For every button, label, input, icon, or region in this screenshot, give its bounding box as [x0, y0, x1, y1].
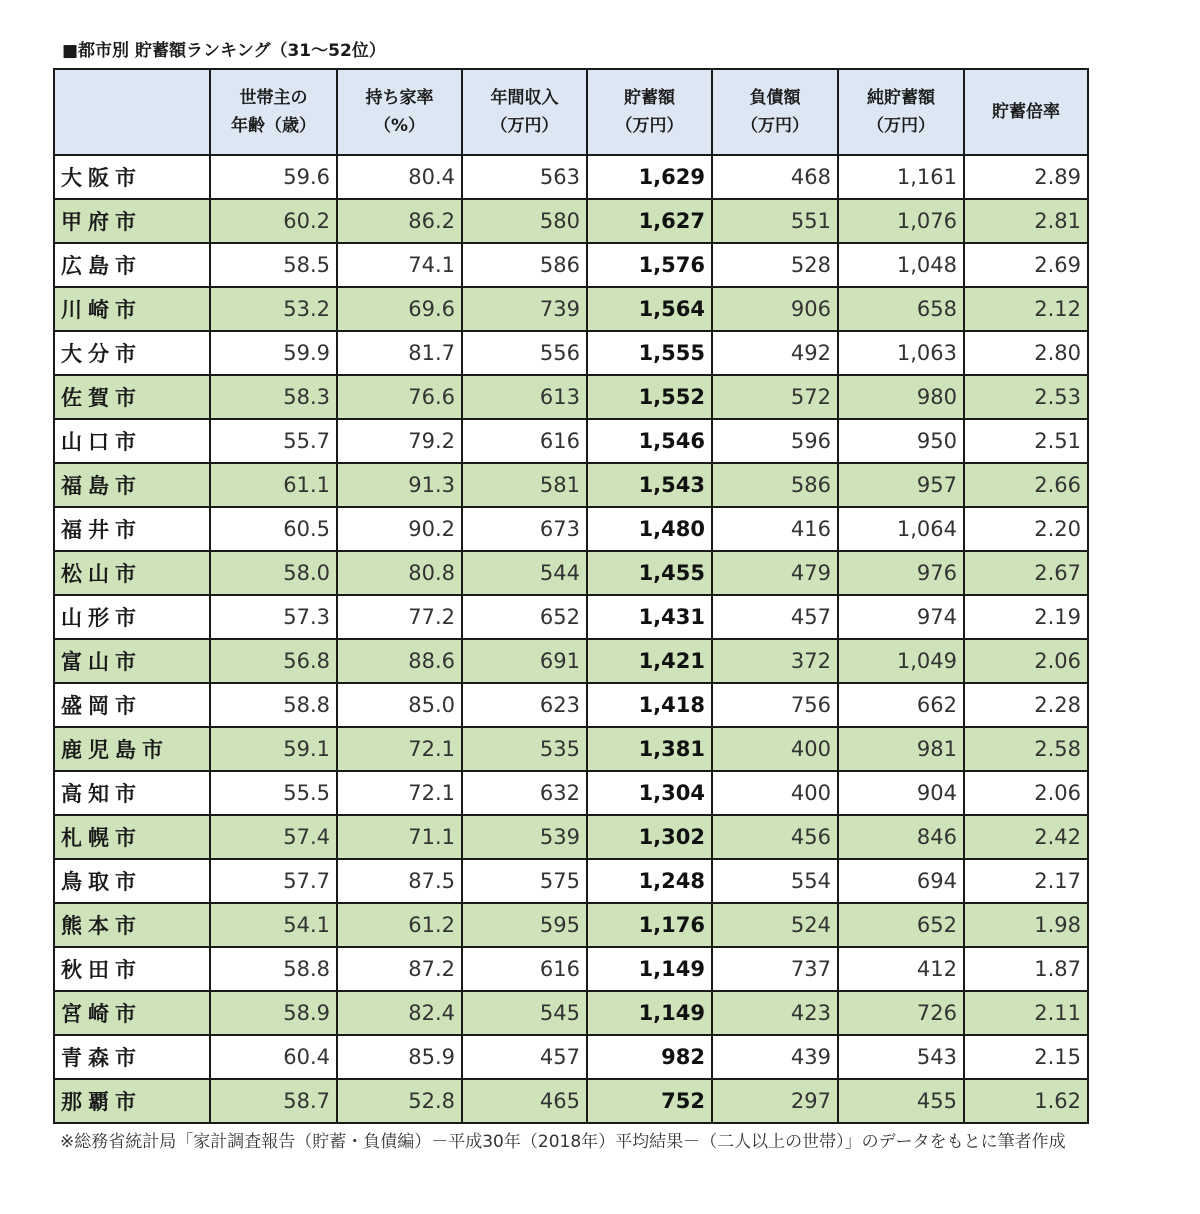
cell-net: 980 [838, 375, 964, 419]
cell-age: 59.1 [210, 727, 337, 771]
cell-income: 613 [462, 375, 587, 419]
source-note: ※総務省統計局「家計調査報告（貯蓄・負債編）－平成30年（2018年）平均結果－（二人以上の世帯）」のデータをもとに筆者作成 [60, 1132, 1066, 1152]
cell-net: 662 [838, 683, 964, 727]
cell-net: 658 [838, 287, 964, 331]
cell-income: 580 [462, 199, 587, 243]
cell-home: 91.3 [337, 463, 462, 507]
header-text: 持ち家率 [365, 88, 434, 108]
table-row [54, 727, 1088, 771]
cell-income: 595 [462, 903, 587, 947]
cell-income: 581 [462, 463, 587, 507]
cell-debt: 586 [712, 463, 838, 507]
cell-home: 72.1 [337, 727, 462, 771]
cell-debt: 439 [712, 1035, 838, 1079]
header-text: （万円） [615, 116, 684, 136]
cell-home: 88.6 [337, 639, 462, 683]
header-cell-savings [587, 69, 712, 155]
cell-savings: 1,418 [587, 683, 712, 727]
cell-income: 616 [462, 419, 587, 463]
cell-income: 652 [462, 595, 587, 639]
cell-savings: 1,564 [587, 287, 712, 331]
cell-ratio: 2.12 [964, 287, 1088, 331]
header-text: 年間収入 [490, 88, 559, 108]
cell-age: 58.9 [210, 991, 337, 1035]
header-text: 負債額 [749, 88, 801, 108]
header-cell-home-ownership [337, 69, 462, 155]
cell-net: 981 [838, 727, 964, 771]
cell-savings: 1,302 [587, 815, 712, 859]
cell-home: 87.5 [337, 859, 462, 903]
table-row [54, 551, 1088, 595]
cell-net: 1,049 [838, 639, 964, 683]
cell-city: 秋田市 [54, 947, 210, 991]
cell-city: 大分市 [54, 331, 210, 375]
cell-ratio: 2.81 [964, 199, 1088, 243]
cell-age: 60.2 [210, 199, 337, 243]
cell-ratio: 2.51 [964, 419, 1088, 463]
cell-home: 72.1 [337, 771, 462, 815]
header-text: （万円） [867, 116, 935, 136]
cell-ratio: 2.66 [964, 463, 1088, 507]
cell-home: 61.2 [337, 903, 462, 947]
cell-age: 57.3 [210, 595, 337, 639]
table-row [54, 507, 1088, 551]
cell-city: 鹿児島市 [54, 727, 210, 771]
cell-savings: 1,552 [587, 375, 712, 419]
cell-income: 616 [462, 947, 587, 991]
table-row [54, 375, 1088, 419]
cell-ratio: 2.80 [964, 331, 1088, 375]
cell-city: 川崎市 [54, 287, 210, 331]
cell-ratio: 2.20 [964, 507, 1088, 551]
cell-ratio: 2.69 [964, 243, 1088, 287]
cell-savings: 1,455 [587, 551, 712, 595]
cell-net: 974 [838, 595, 964, 639]
cell-age: 58.0 [210, 551, 337, 595]
cell-age: 61.1 [210, 463, 337, 507]
cell-ratio: 2.15 [964, 1035, 1088, 1079]
cell-net: 1,161 [838, 155, 964, 199]
cell-ratio: 2.06 [964, 771, 1088, 815]
cell-city: 札幌市 [54, 815, 210, 859]
table-row [54, 903, 1088, 947]
cell-debt: 551 [712, 199, 838, 243]
ranking-table [53, 68, 1089, 1124]
cell-net: 694 [838, 859, 964, 903]
cell-debt: 400 [712, 727, 838, 771]
table-row [54, 639, 1088, 683]
cell-home: 74.1 [337, 243, 462, 287]
cell-savings: 1,576 [587, 243, 712, 287]
cell-city: 宮崎市 [54, 991, 210, 1035]
header-text: 年齢（歳） [231, 116, 316, 136]
table-row [54, 331, 1088, 375]
cell-net: 652 [838, 903, 964, 947]
cell-net: 904 [838, 771, 964, 815]
table-row [54, 1079, 1088, 1123]
cell-debt: 297 [712, 1079, 838, 1123]
cell-savings: 1,248 [587, 859, 712, 903]
cell-savings: 1,627 [587, 199, 712, 243]
cell-age: 57.7 [210, 859, 337, 903]
table-body [54, 155, 1088, 1123]
cell-city: 福井市 [54, 507, 210, 551]
cell-debt: 400 [712, 771, 838, 815]
cell-income: 623 [462, 683, 587, 727]
cell-city: 高知市 [54, 771, 210, 815]
cell-ratio: 2.89 [964, 155, 1088, 199]
table-row [54, 947, 1088, 991]
cell-age: 59.6 [210, 155, 337, 199]
cell-debt: 554 [712, 859, 838, 903]
cell-net: 412 [838, 947, 964, 991]
cell-age: 60.4 [210, 1035, 337, 1079]
table-row [54, 683, 1088, 727]
cell-ratio: 1.62 [964, 1079, 1088, 1123]
cell-age: 55.5 [210, 771, 337, 815]
cell-ratio: 2.42 [964, 815, 1088, 859]
cell-debt: 737 [712, 947, 838, 991]
table-row [54, 155, 1088, 199]
cell-home: 69.6 [337, 287, 462, 331]
cell-ratio: 2.58 [964, 727, 1088, 771]
cell-home: 52.8 [337, 1079, 462, 1123]
cell-net: 1,076 [838, 199, 964, 243]
cell-savings: 1,304 [587, 771, 712, 815]
cell-income: 556 [462, 331, 587, 375]
cell-ratio: 2.17 [964, 859, 1088, 903]
cell-savings: 1,543 [587, 463, 712, 507]
cell-net: 950 [838, 419, 964, 463]
cell-ratio: 2.06 [964, 639, 1088, 683]
header-text: （万円） [741, 116, 809, 136]
table-row [54, 419, 1088, 463]
table-row [54, 991, 1088, 1035]
cell-savings: 1,176 [587, 903, 712, 947]
cell-income: 544 [462, 551, 587, 595]
cell-debt: 524 [712, 903, 838, 947]
cell-age: 58.5 [210, 243, 337, 287]
cell-income: 545 [462, 991, 587, 1035]
cell-debt: 906 [712, 287, 838, 331]
cell-net: 976 [838, 551, 964, 595]
cell-debt: 756 [712, 683, 838, 727]
cell-savings: 752 [587, 1079, 712, 1123]
cell-home: 76.6 [337, 375, 462, 419]
cell-savings: 1,555 [587, 331, 712, 375]
cell-savings: 982 [587, 1035, 712, 1079]
cell-net: 543 [838, 1035, 964, 1079]
cell-income: 563 [462, 155, 587, 199]
cell-debt: 572 [712, 375, 838, 419]
cell-ratio: 2.11 [964, 991, 1088, 1035]
cell-city: 福島市 [54, 463, 210, 507]
cell-debt: 372 [712, 639, 838, 683]
cell-age: 60.5 [210, 507, 337, 551]
cell-net: 455 [838, 1079, 964, 1123]
cell-net: 957 [838, 463, 964, 507]
cell-income: 465 [462, 1079, 587, 1123]
cell-income: 673 [462, 507, 587, 551]
cell-age: 57.4 [210, 815, 337, 859]
header-text: 世帯主の [239, 88, 308, 108]
cell-savings: 1,629 [587, 155, 712, 199]
cell-ratio: 1.98 [964, 903, 1088, 947]
cell-city: 山口市 [54, 419, 210, 463]
cell-ratio: 2.19 [964, 595, 1088, 639]
cell-age: 58.8 [210, 947, 337, 991]
cell-city: 松山市 [54, 551, 210, 595]
cell-home: 81.7 [337, 331, 462, 375]
header-text: 貯蓄額 [624, 88, 675, 108]
table-row [54, 859, 1088, 903]
cell-age: 59.9 [210, 331, 337, 375]
cell-savings: 1,546 [587, 419, 712, 463]
cell-city: 鳥取市 [54, 859, 210, 903]
cell-debt: 468 [712, 155, 838, 199]
table-row [54, 463, 1088, 507]
cell-income: 457 [462, 1035, 587, 1079]
cell-home: 85.0 [337, 683, 462, 727]
cell-age: 58.3 [210, 375, 337, 419]
header-text: 貯蓄倍率 [992, 102, 1060, 122]
cell-city: 山形市 [54, 595, 210, 639]
header-row [54, 69, 1088, 155]
header-text: 純貯蓄額 [867, 88, 935, 108]
cell-net: 1,063 [838, 331, 964, 375]
cell-ratio: 2.53 [964, 375, 1088, 419]
cell-debt: 423 [712, 991, 838, 1035]
cell-savings: 1,149 [587, 991, 712, 1035]
cell-age: 56.8 [210, 639, 337, 683]
table-row [54, 1035, 1088, 1079]
cell-city: 広島市 [54, 243, 210, 287]
header-cell-savings-ratio [964, 69, 1088, 155]
table-row [54, 595, 1088, 639]
cell-city: 熊本市 [54, 903, 210, 947]
cell-debt: 596 [712, 419, 838, 463]
cell-income: 539 [462, 815, 587, 859]
cell-ratio: 2.28 [964, 683, 1088, 727]
table-row [54, 771, 1088, 815]
cell-age: 58.8 [210, 683, 337, 727]
cell-debt: 479 [712, 551, 838, 595]
cell-savings: 1,421 [587, 639, 712, 683]
cell-age: 58.7 [210, 1079, 337, 1123]
cell-debt: 528 [712, 243, 838, 287]
cell-city: 青森市 [54, 1035, 210, 1079]
table-row [54, 815, 1088, 859]
cell-city: 富山市 [54, 639, 210, 683]
cell-income: 575 [462, 859, 587, 903]
cell-savings: 1,480 [587, 507, 712, 551]
cell-city: 甲府市 [54, 199, 210, 243]
table-row [54, 287, 1088, 331]
cell-debt: 456 [712, 815, 838, 859]
cell-ratio: 2.67 [964, 551, 1088, 595]
cell-city: 大阪市 [54, 155, 210, 199]
cell-home: 82.4 [337, 991, 462, 1035]
header-cell-net-savings [838, 69, 964, 155]
table-title: ■都市別 貯蓄額ランキング（31～52位） [62, 41, 386, 61]
table-row [54, 243, 1088, 287]
cell-savings: 1,431 [587, 595, 712, 639]
header-cell-debt [712, 69, 838, 155]
cell-city: 那覇市 [54, 1079, 210, 1123]
cell-debt: 492 [712, 331, 838, 375]
header-cell-city [54, 69, 210, 155]
cell-home: 71.1 [337, 815, 462, 859]
cell-income: 739 [462, 287, 587, 331]
cell-ratio: 1.87 [964, 947, 1088, 991]
cell-income: 691 [462, 639, 587, 683]
cell-city: 佐賀市 [54, 375, 210, 419]
cell-net: 846 [838, 815, 964, 859]
header-cell-annual-income [462, 69, 587, 155]
cell-net: 726 [838, 991, 964, 1035]
cell-age: 55.7 [210, 419, 337, 463]
cell-age: 53.2 [210, 287, 337, 331]
cell-income: 632 [462, 771, 587, 815]
cell-savings: 1,149 [587, 947, 712, 991]
cell-income: 586 [462, 243, 587, 287]
cell-savings: 1,381 [587, 727, 712, 771]
cell-net: 1,048 [838, 243, 964, 287]
table-row [54, 199, 1088, 243]
cell-city: 盛岡市 [54, 683, 210, 727]
cell-home: 79.2 [337, 419, 462, 463]
cell-debt: 457 [712, 595, 838, 639]
cell-age: 54.1 [210, 903, 337, 947]
cell-net: 1,064 [838, 507, 964, 551]
cell-income: 535 [462, 727, 587, 771]
cell-home: 80.8 [337, 551, 462, 595]
cell-home: 85.9 [337, 1035, 462, 1079]
header-text: （%） [373, 116, 426, 136]
header-text: （万円） [490, 116, 559, 136]
cell-debt: 416 [712, 507, 838, 551]
cell-home: 90.2 [337, 507, 462, 551]
cell-home: 77.2 [337, 595, 462, 639]
cell-home: 87.2 [337, 947, 462, 991]
cell-home: 80.4 [337, 155, 462, 199]
header-cell-age [210, 69, 337, 155]
cell-home: 86.2 [337, 199, 462, 243]
